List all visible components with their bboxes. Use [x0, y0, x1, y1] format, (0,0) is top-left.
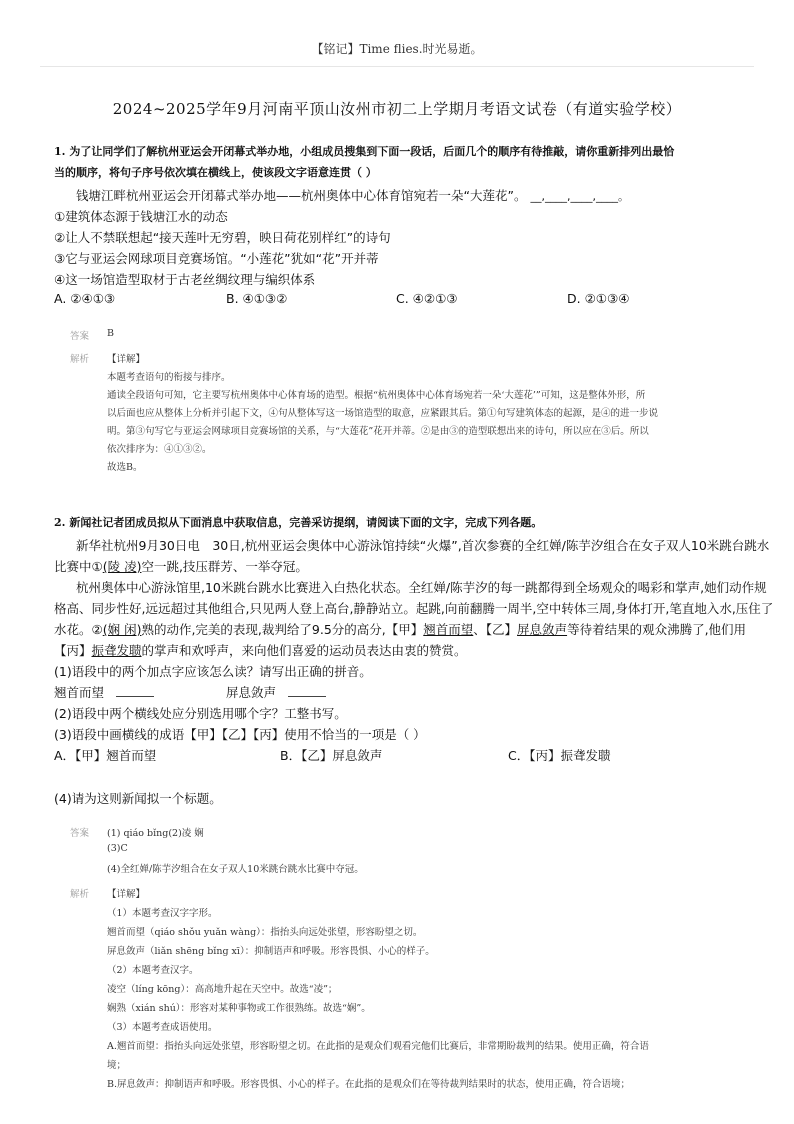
q2-analysis-label: 解析 — [70, 889, 90, 900]
q2-analysis-line: （2）本题考查汉字。 — [107, 965, 199, 976]
q2-sub4: (4)请为这则新闻拟一个标题。 — [54, 791, 222, 806]
q2-sub3-option-b[interactable]: B．【乙】屏息敛声 — [280, 748, 383, 763]
q2-answer-line: (3)C — [107, 843, 128, 854]
q2-idiom-yi: 屏息敛声 — [517, 622, 568, 637]
q1-passage-text: 钱塘江畔杭州亚运会开闭幕式举办地——杭州奥体中心体育馆宛若一朵“大莲花”。 — [76, 188, 527, 203]
q2-sub3-option-a[interactable]: A．【甲】翘首而望 — [54, 748, 157, 763]
q2-analysis-line: 凌空（líng kōng）：高高地升起在天空中。故选“凌”； — [107, 984, 338, 995]
q2-answer-line: (1) qiáo bǐng(2)凌 娴 — [107, 828, 204, 839]
q2-analysis-line: （3）本题考查成语使用。 — [107, 1022, 218, 1033]
page-title: 2024~2025学年9月河南平顶山汝州市初二上学期月考语文试卷（有道实验学校） — [112, 100, 682, 118]
q1-stem-line1: 1. 为了让同学们了解杭州亚运会开闭幕式举办地，小组成员搜集到下面一段话，后面几个的顺序有待推敲，请你重新排列出最恰 — [54, 145, 675, 158]
q1-analysis-line: 本题考查语句的衔接与排序。 — [107, 372, 231, 383]
q2-answer-label: 答案 — [70, 828, 90, 839]
q2-para1-line2 — [54, 557, 308, 575]
q1-item-3: ③它与亚运会网球项目竞赛场馆。“小莲花”犹如“花”开并蒂 — [54, 251, 379, 266]
q1-item-2: ②让人不禁联想起“接天莲叶无穷碧，映日荷花别样红”的诗句 — [54, 230, 391, 245]
q2-analysis-line: B.屏息敛声：抑制语声和呼吸。形容畏惧、小心的样子。在此指的是观众们在等待裁判结果时的状态，使用正确，符合语境； — [107, 1079, 631, 1090]
q1-stem-line2: 当的顺序，将句子序号依次填在横线上，使该段文字语意连贯（ ） — [54, 166, 377, 179]
q1-analysis-line: 以后面也应从整体上分析并引起下文，④句从整体写这一场馆造型的取意，应紧跟其后。第①句写建筑体态的起源，是④的进一步说 — [107, 408, 659, 419]
q2-analysis-line: 境； — [107, 1060, 127, 1071]
q2-analysis-line: 翘首而望（qiáo shǒu yuǎn wàng）：指抬头向远处张望，形容盼望之切。 — [107, 927, 423, 938]
q2-sub3: (3)语段中画横线的成语【甲】【乙】【丙】使用不恰当的一项是（ ） — [54, 727, 426, 742]
q1-passage — [76, 186, 629, 204]
q2-sub1-b — [226, 683, 326, 701]
q2-sub1-word: 翘首而望 — [54, 685, 105, 700]
q2-text: 、【乙】 — [473, 622, 518, 637]
q1-item-1: ①建筑体态源于钱塘江水的动态 — [54, 209, 228, 224]
q1-option-b[interactable]: B. ④①③② — [226, 291, 288, 306]
q1-answer-label: 答案 — [70, 331, 90, 342]
q2-sub2: (2)语段中两个横线处应分别选用哪个字？工整书写。 — [54, 706, 347, 721]
q2-analysis-line: 屏息敛声（liǎn shēng bǐng xī）：抑制语声和呼吸。形容畏惧、小心的样子。 — [107, 946, 435, 957]
q2-para2-line2: 格高、同步性好,远远超过其他组合,只见两人登上高台,静静站立。起跳,向前翻腾一周半,空中转体三周,身体打开,笔直地入水,压住了 — [54, 601, 774, 616]
q1-analysis-line: 通读全段语句可知，它主要写杭州奥体中心体育场的造型。根据“杭州奥体中心体育场宛若一朵‘大莲花’”可知，这是整体外形，所 — [107, 390, 646, 401]
q2-para2-line1: 杭州奥体中心游泳馆里,10米跳台跳水比赛进入白热化状态。全红婵/陈芋汐的每一跳都得到全场观众的喝彩和掌声,她们动作规 — [76, 580, 767, 595]
q1-passage-blanks: __,____,____,____。 — [530, 190, 629, 203]
q2-para2-line3 — [54, 620, 746, 638]
q1-option-a[interactable]: A. ②④①③ — [54, 291, 116, 306]
q2-idiom-jia: 翘首而望 — [423, 622, 474, 637]
q1-analysis-line: 依次排序为：④①③②。 — [107, 444, 212, 455]
q2-text: 等待着结果的观众沸腾了,他们用 — [567, 622, 747, 637]
q1-option-c[interactable]: C. ④②①③ — [396, 291, 458, 306]
q2-sub1: (1)语段中的两个加点字应该怎么读？请写出正确的拼音。 — [54, 664, 372, 679]
q2-answer-line: (4)全红婵/陈芋汐组合在女子双人10米跳台跳水比赛中夺冠。 — [107, 864, 364, 875]
q2-text: 【丙】 — [54, 643, 92, 658]
q2-para1-line1: 新华社杭州9月30日电 30日,杭州亚运会奥体中心游泳馆持续“火爆”,首次参赛的全红婵/陈芋汐组合在女子双人10米跳台跳水 — [76, 538, 770, 553]
q1-analysis-line: 明。第③句写它与亚运会网球项目竞赛场馆的关系，与“大莲花”花开并蒂。②是由③的造型联想出来的诗句，所以应在③后。所以 — [107, 426, 649, 437]
q1-option-d[interactable]: D. ②①③④ — [567, 291, 630, 306]
q2-analysis-line: （1）本题考查汉字字形。 — [107, 908, 218, 919]
q1-analysis-line: 【详解】 — [107, 354, 146, 365]
header-divider — [40, 66, 754, 67]
q2-analysis-line: A.翘首而望：指抬头向远处张望，形容盼望之切。在此指的是观众们观看完他们比赛后，非常期盼裁判的结果。使用正确，符合语 — [107, 1041, 649, 1052]
q2-sub3-option-c[interactable]: C．【丙】振聋发聩 — [508, 748, 611, 763]
q2-text: 水花。② — [54, 622, 103, 637]
q2-idiom-bing: 振聋发聩 — [91, 643, 142, 658]
q1-item-4: ④这一场馆造型取材于古老丝绸纹理与编织体系 — [54, 272, 316, 287]
q2-sub1-a-blank[interactable] — [116, 685, 154, 697]
page-motto: 【铭记】Time flies.时光易逝。 — [311, 42, 483, 56]
q2-sub1-a — [54, 683, 154, 701]
q2-analysis-line: 娴熟（xián shú）：形容对某种事物或工作很熟练。故选“娴”。 — [107, 1003, 371, 1014]
q2-text: 空一跳,技压群芳、一举夺冠。 — [141, 559, 308, 574]
q2-para2-line4 — [54, 641, 467, 659]
q2-sub1-word: 屏息敛声 — [226, 685, 277, 700]
q2-text: 比赛中① — [54, 559, 103, 574]
q1-analysis-line: 故选B。 — [107, 462, 143, 473]
q1-answer: B — [107, 328, 114, 339]
q2-stem: 2. 新闻社记者团成员拟从下面消息中获取信息，完善采访提纲，请阅读下面的文字，完成下列各题。 — [54, 516, 543, 529]
q1-analysis-label: 解析 — [70, 354, 90, 365]
q2-text: 熟的动作,完美的表现,裁判给了9.5分的高分,【甲】 — [141, 622, 424, 637]
q2-text: 的掌声和欢呼声，来向他们喜爱的运动员表达由衷的赞赏。 — [141, 643, 467, 658]
q2-blank-2[interactable]: (娴 闲) — [102, 622, 142, 637]
q2-blank-1[interactable]: (陵 凌) — [102, 559, 142, 574]
q2-sub1-b-blank[interactable] — [288, 685, 326, 697]
q2-analysis-line: 【详解】 — [107, 889, 146, 900]
